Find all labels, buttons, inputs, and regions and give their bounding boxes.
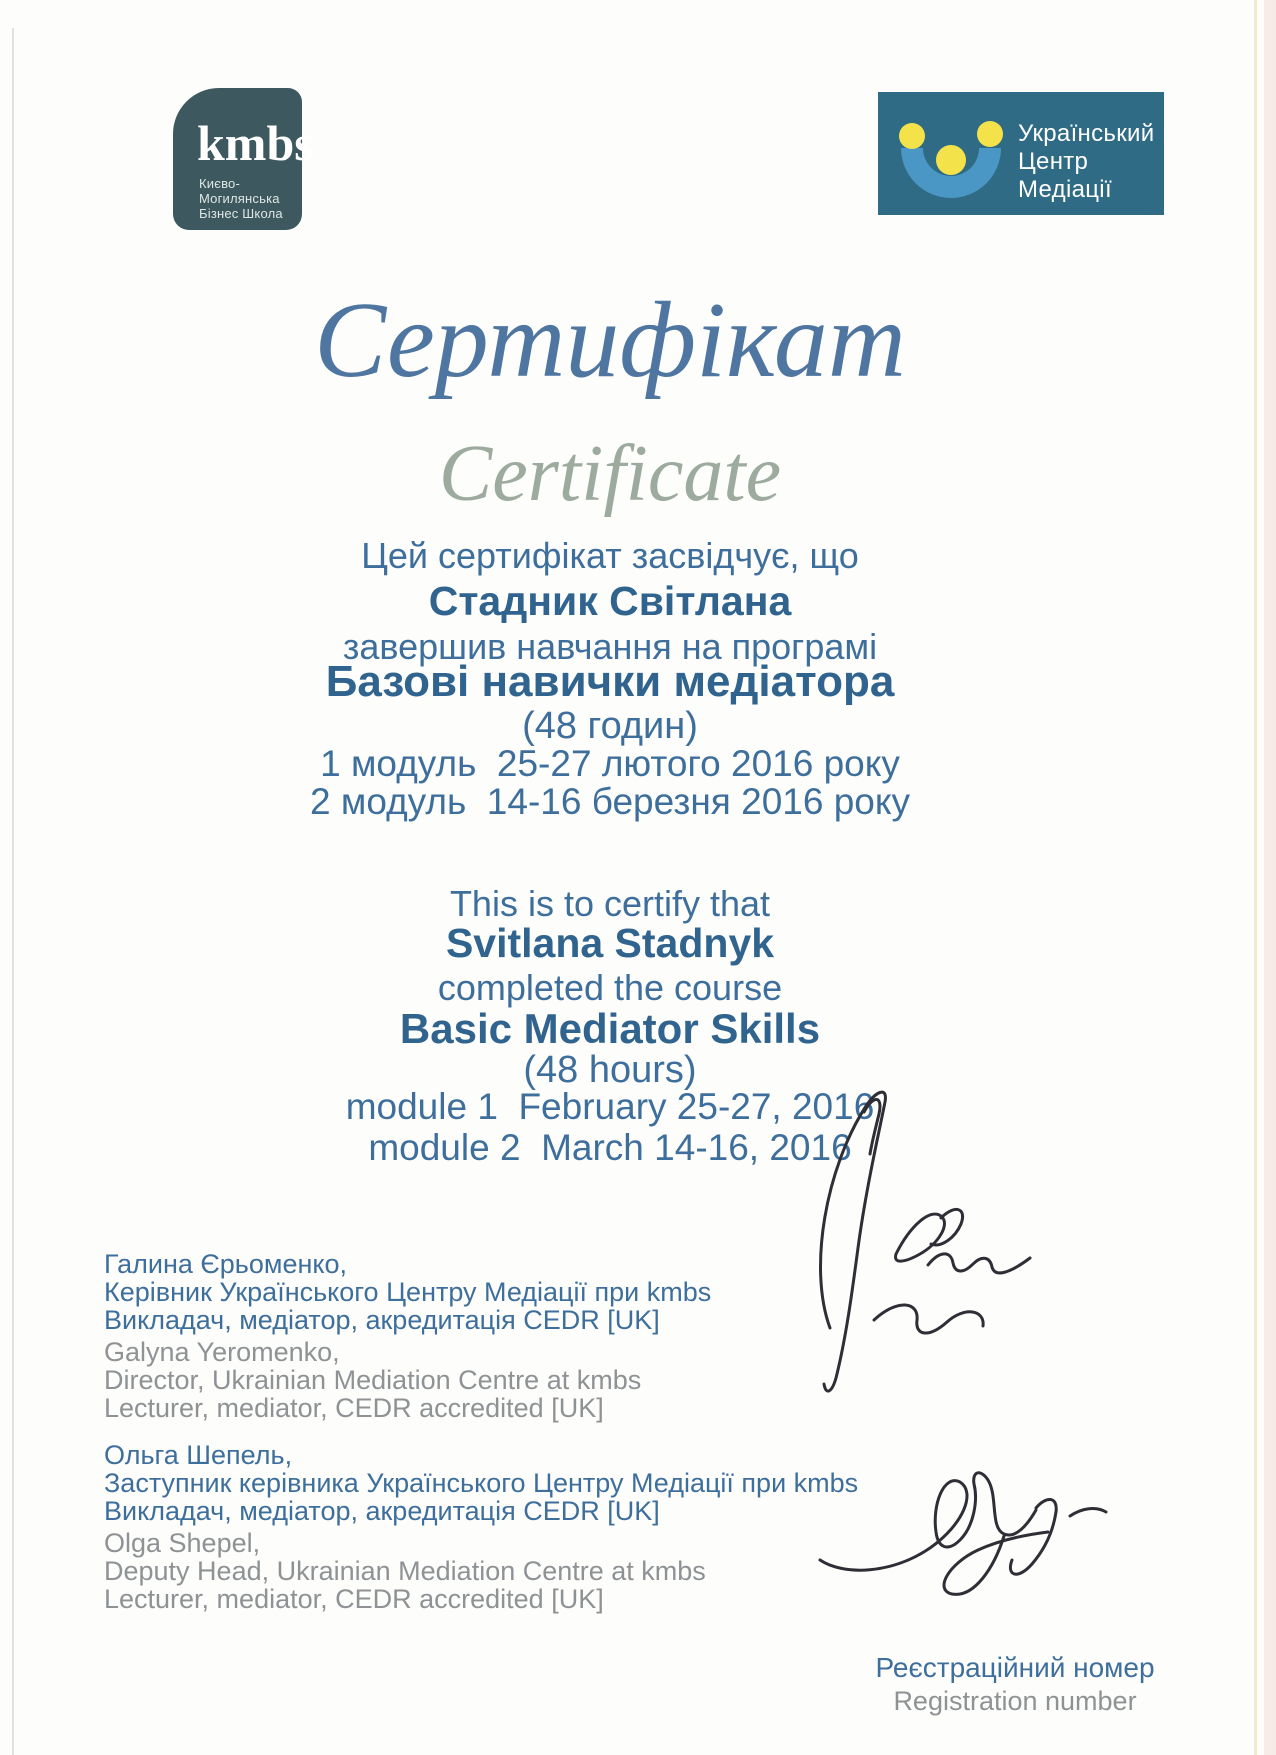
kmbs-logo [173, 88, 314, 230]
registration-label-uk: Реєстраційний номер [875, 1652, 1155, 1683]
signatory-block-yeromenko [104, 1250, 864, 1422]
uk-completed-line: завершив навчання на програмі [342, 626, 878, 667]
umc-logo-text [1018, 120, 1154, 204]
en-course-title: Basic Mediator Skills [399, 1005, 821, 1052]
umc-text-line2: Центр [1018, 148, 1089, 175]
signatory2-en-name: Olga Shepel, [104, 1528, 261, 1558]
umc-smile-arc-icon [896, 114, 1006, 198]
registration-block [850, 1652, 1180, 1716]
uk-recipient-name: Стадник Світлана [428, 578, 792, 624]
kmbs-logo-subtitle [199, 176, 302, 221]
signatory1-uk-title2: Викладач, медіатор, акредитація CEDR [UK] [104, 1305, 660, 1335]
scan-edge-right [1264, 0, 1276, 1755]
en-module1-dates: module 1 February 25-27, 2016 [345, 1086, 875, 1127]
title-english: Certificate [438, 430, 782, 518]
uk-hours: (48 годин) [522, 705, 698, 747]
uk-module2-dates: 2 модуль 14-16 березня 2016 року [310, 781, 910, 822]
signature-yeromenko [778, 1058, 1038, 1398]
signatory2-en-title1: Deputy Head, Ukrainian Mediation Centre at kmbs [104, 1556, 706, 1586]
signatory1-uk-title1: Керівник Українського Центру Медіації при kmbs [104, 1277, 712, 1307]
signatory2-uk-title1: Заступник керівника Українського Центру Медіації при kmbs [104, 1468, 859, 1498]
registration-label-en: Registration number [893, 1686, 1137, 1716]
signature-shepel [808, 1452, 1118, 1612]
kmbs-subtitle-line2: Бізнес Школа [199, 206, 283, 221]
en-recipient-name: Svitlana Stadnyk [445, 920, 775, 966]
uk-certify-line: Цей сертифікат засвідчує, що [361, 535, 859, 576]
signatory1-en-title2: Lecturer, mediator, CEDR accredited [UK] [104, 1393, 604, 1423]
signatory-block-shepel [104, 1441, 864, 1613]
signatory1-en-title1: Director, Ukrainian Mediation Centre at kmbs [104, 1365, 642, 1395]
umc-logo [878, 92, 1164, 215]
signatory2-en-title2: Lecturer, mediator, CEDR accredited [UK] [104, 1584, 604, 1614]
uk-module1-dates: 1 модуль 25-27 лютого 2016 року [320, 743, 900, 784]
signatory1-en-name: Galyna Yeromenko, [104, 1337, 340, 1367]
title-ukrainian: Сертифікат [314, 281, 906, 400]
umc-text-line3: Медіації [1018, 176, 1112, 203]
scan-edge-warm-line [1254, 0, 1257, 1755]
signatory2-uk-title2: Викладач, медіатор, акредитація CEDR [UK] [104, 1496, 660, 1526]
uk-course-title: Базові навички медіатора [325, 657, 895, 706]
signatory1-uk-name: Галина Єрьоменко, [104, 1249, 348, 1279]
signatory2-uk-name: Ольга Шепель, [104, 1440, 293, 1470]
en-completed-line: completed the course [437, 967, 783, 1008]
kmbs-subtitle-line1: Києво-Могилянська [199, 176, 280, 206]
en-certify-line: This is to certify that [449, 883, 771, 924]
scan-edge-left [12, 28, 14, 1755]
umc-text-line1: Український [1018, 120, 1155, 147]
en-hours: (48 hours) [523, 1049, 697, 1091]
en-module2-dates: module 2 March 14-16, 2016 [368, 1127, 852, 1168]
kmbs-logo-wordmark: kmbs [197, 115, 314, 171]
